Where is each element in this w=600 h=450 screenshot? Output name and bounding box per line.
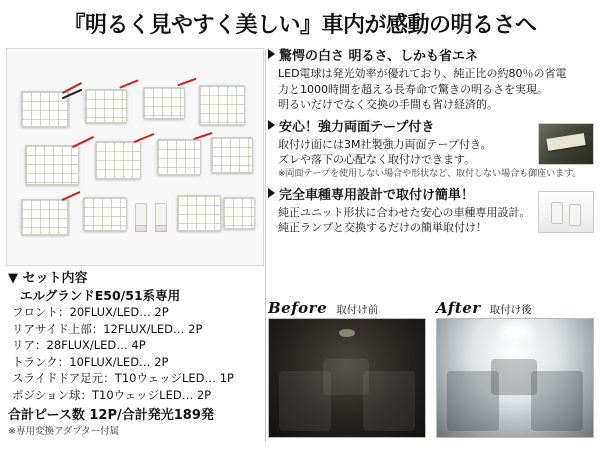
led-panel [95,141,141,179]
before-script-label: Before [268,299,328,317]
seat [363,371,415,431]
feature-body-line: ズレや落下の心配なく取付けできます。 [278,153,476,166]
set-contents-vehicle: エルグランドE50/51系専用 [20,288,181,303]
led-panel [199,85,245,125]
seat [323,359,369,395]
before-after-row [268,298,594,444]
set-contents-total: 合計ピース数 12P/合計発光189発 [8,408,214,423]
set-contents-note: ※専用変換アダプター付属 [8,426,120,437]
led-panel [25,145,79,185]
after-label-line [436,298,594,318]
ceiling-lamp [339,329,355,337]
after-photo [436,318,594,438]
feature-fitment [268,187,594,236]
led-panel [143,87,185,119]
before-block [268,298,426,438]
feature-note: ※両面テープを使用しない場合や形状など、取付しない場合も御座います。 [278,168,582,179]
before-jp-label: 取付け前 [336,304,379,316]
led-panel [211,137,253,173]
triangle-bullet-icon [268,120,275,130]
ceiling-lamp [505,327,527,337]
triangle-bullet-icon [268,49,275,59]
feature-body-line: 力と1000時間を超える長寿命で驚きの明るさを実現。 [278,82,548,96]
feature-body-line: LED電球は発光効率が優れており、純正比の約80％の省電 [278,67,567,80]
feature-title-text: 驚愕の白さ 明るさ、しかも省エネ [279,49,479,64]
led-panel [85,89,127,123]
feature-body-line: 取付け面には3M社製強力両面テープ付き。 [278,137,492,151]
led-panel [157,139,201,175]
wire [177,78,196,87]
wedge-bulb-cap [135,225,147,232]
header-banner [0,0,600,46]
wire [193,132,213,140]
feature-body-line: 純正ユニット形状に合わせた安心の車種専用設計。 [278,205,531,219]
tape-thumbnail [538,123,594,165]
after-block [436,298,594,438]
wire [133,133,154,143]
left-column [6,48,264,444]
column-divider [265,50,266,442]
led-panel [83,197,127,231]
after-jp-label: 取付け後 [489,304,532,316]
set-contents-row: ポジション球：T10ウェッジLED… 2P [12,387,212,402]
set-contents-panel [6,268,264,444]
right-column [268,48,594,444]
wedge-bulb [569,204,581,226]
feature-tape [268,119,594,181]
feature-title-text: 安心！強力両面テープ付き [279,119,435,135]
feature-body-line: 明るいだけでなく交換の手間も省け経済的。 [278,98,498,111]
feature-title [268,48,594,66]
product-photo [6,48,264,266]
seat [491,359,537,395]
set-contents-row: トランク：10FLUX/LED… 2P [12,354,169,369]
led-panel [223,197,255,229]
before-label-line [268,298,426,318]
tape-strip [546,133,585,151]
feature-body-line: 純正ランプと交換するだけの簡単取付け！ [278,221,487,234]
bulbs-thumbnail [538,191,594,233]
feature-title-text: 完全車種専用設計で取付け簡単！ [279,187,475,203]
seat [531,371,583,431]
set-contents-row: フロント：20FLUX/LED… 2P [12,305,169,319]
page-title: 『明るく見やすく美しい』車内が感動の明るさへ [63,12,537,38]
set-contents-row: リア：28FLUX/LED… 4P [12,338,146,352]
wedge-bulb [551,202,563,224]
triangle-bullet-icon [268,188,275,198]
led-panel [21,199,69,235]
set-contents-row: リアサイド上部：12FLUX/LED… 2P [12,321,203,336]
feature-brightness [268,48,594,113]
feature-body [268,66,594,113]
wedge-bulb-cap [155,225,167,232]
set-contents-row: スライドドア足元：T10ウェッジLED… 1P [12,371,234,385]
wire [119,79,138,88]
set-contents-heading: ▼ セット内容 [8,271,88,286]
led-panel [177,195,221,231]
before-photo [268,318,426,438]
after-script-label: After [436,299,481,317]
wire [72,136,94,148]
wire [61,191,80,201]
